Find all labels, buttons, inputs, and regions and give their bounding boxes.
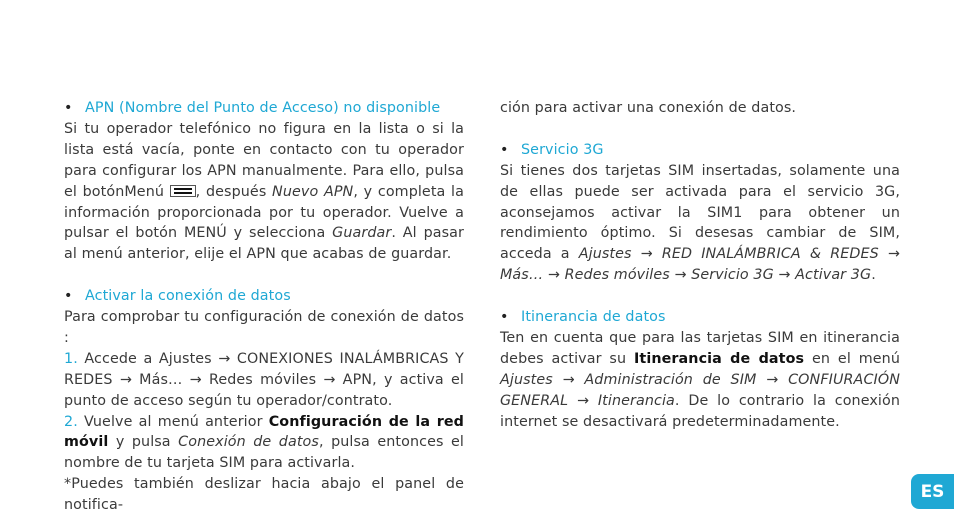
3g-path: Ajustes → RED INALÁMBRICA & REDES → Más… → Redes móviles → Servicio 3G → Activar 3G xyxy=(500,246,900,284)
bullet-icon: • xyxy=(500,141,509,158)
roaming-text-c: . De lo contrario la conexión internet se desactivará predeterminadamente. xyxy=(500,392,901,430)
step-2-text-c: , pulsa entonces el nombre de tu tarjeta SIM para activarla. xyxy=(64,434,464,472)
apn-text-2: , después xyxy=(195,183,273,200)
roaming-title: Itinerancia de datos xyxy=(521,309,666,326)
3g-title: Servicio 3G xyxy=(521,141,604,158)
apn-title: APN (Nombre del Punto de Acceso) no disponible xyxy=(85,100,441,116)
roaming-path: Ajustes → Administración de SIM → CONFIURACIÓN GENERAL → Itinerancia xyxy=(500,371,900,409)
roaming-bold: Itinerancia de datos xyxy=(633,350,805,367)
roaming-text-a: Ten en cuenta que para las tarjetas SIM en itinerancia debes activar su xyxy=(500,329,900,367)
roaming-heading xyxy=(500,307,900,328)
step-1-number: 1. xyxy=(64,350,78,367)
data-intro: Para comprobar tu configuración de conexión de datos : xyxy=(64,309,464,346)
apn-text-3: , y completa la información proporcionada por tu operador. Vuelve a pulsar el botón MENÚ y selecciona xyxy=(64,183,464,242)
step-2-text-b: y pulsa xyxy=(108,434,179,451)
right-column xyxy=(500,98,900,432)
apn-text-1: Si tu operador telefónico no figura en la lista o si la lista está vacía, ponte en contacto con tu operador para configurar los APN manualmente. Para ello, pulsa el botónMenú xyxy=(64,120,464,200)
data-heading xyxy=(64,286,464,307)
3g-end: . xyxy=(871,267,876,284)
continuation-text: ción para activar una conexión de datos. xyxy=(500,100,797,116)
roaming-text-b: en el menú xyxy=(804,350,900,367)
step-2-number: 2. xyxy=(64,413,78,430)
step-1-text: Accede a Ajustes → CONEXIONES INALÁMBRICAS Y REDES → Más… → Redes móviles → APN, y activa el punto de acceso según tu operador/contrato. xyxy=(64,350,464,409)
note: *Puedes también deslizar hacia abajo el panel de notifica- xyxy=(64,476,464,514)
bullet-icon: • xyxy=(64,288,73,305)
apn-text-4: . Al pasar al menú anterior, elije el APN que acabas de guardar. xyxy=(64,225,464,263)
apn-new-label: Nuevo APN xyxy=(272,183,354,200)
apn-paragraph xyxy=(64,119,464,265)
apn-heading xyxy=(64,98,464,119)
apn-save-label: Guardar xyxy=(332,225,392,242)
3g-paragraph xyxy=(500,161,900,286)
step-2 xyxy=(64,412,464,475)
language-badge: ES xyxy=(911,474,954,509)
step-2-italic: Conexión de datos xyxy=(178,434,319,451)
data-title: Activar la conexión de datos xyxy=(85,288,291,305)
3g-heading xyxy=(500,140,900,161)
step-2-text-a: Vuelve al menú anterior xyxy=(77,413,269,430)
step-2-bold: Configuración de la red móvil xyxy=(64,413,464,451)
step-1 xyxy=(64,349,464,412)
3g-text: Si tienes dos tarjetas SIM insertadas, solamente una de ellas puede ser activada para el servicio 3G, aconsejamos activar la SIM1 para obtener un rendimiento óptimo. Si desesas cambiar de SIM, acceda a xyxy=(500,162,900,263)
left-column xyxy=(64,98,464,516)
roaming-paragraph xyxy=(500,328,900,433)
menu-icon xyxy=(170,185,196,197)
bullet-icon: • xyxy=(500,309,509,326)
bullet-icon: • xyxy=(64,100,73,116)
